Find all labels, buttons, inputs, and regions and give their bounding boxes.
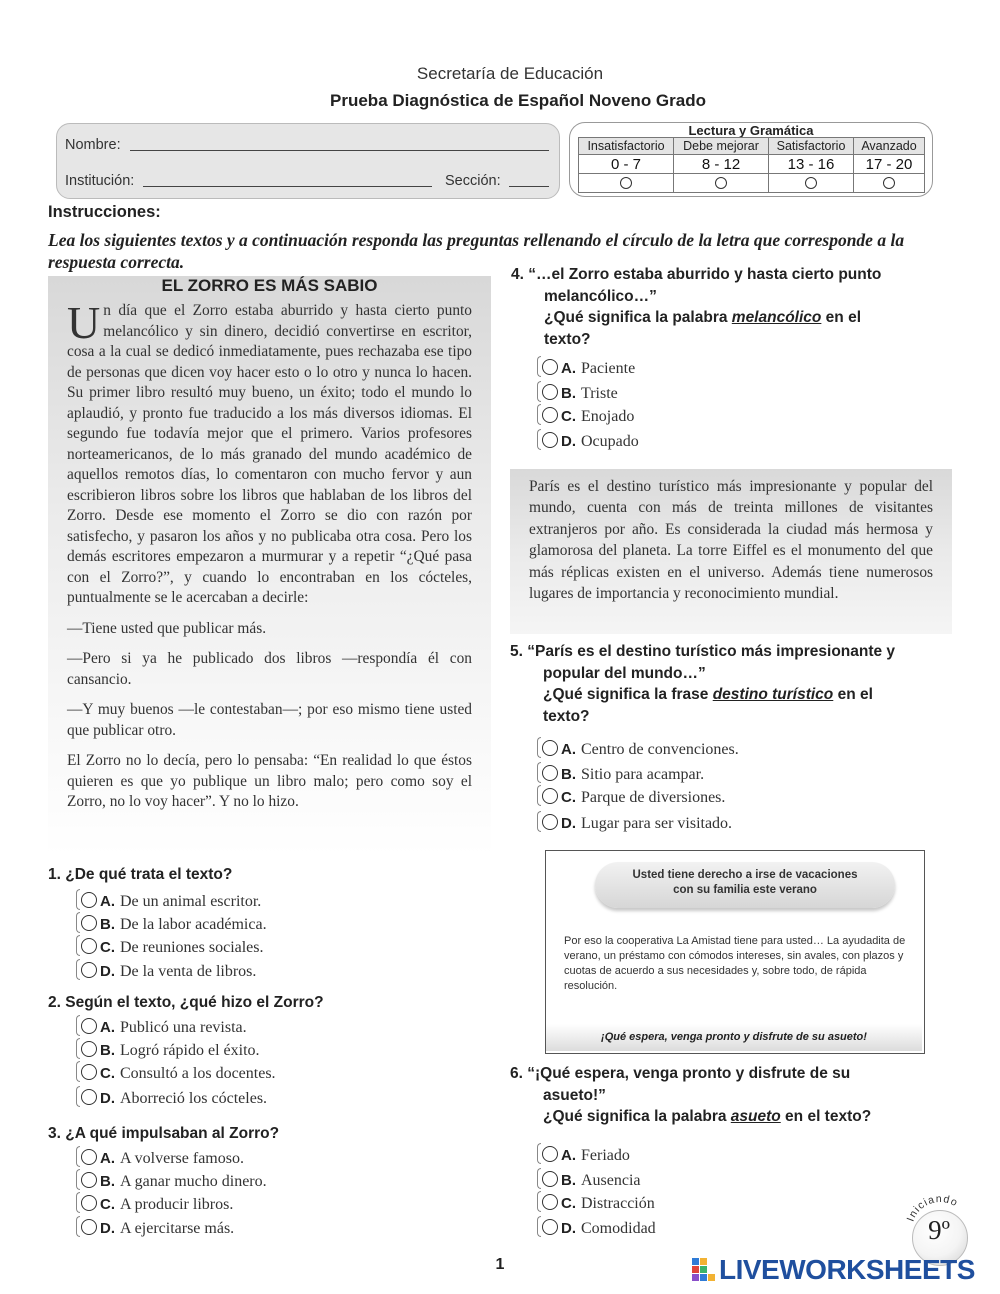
answer-bubble[interactable] bbox=[542, 814, 558, 830]
instructions-heading: Instrucciones: bbox=[48, 203, 161, 221]
score-table bbox=[578, 137, 925, 193]
answer-option[interactable]: C. Consultó a los docentes. bbox=[76, 1061, 276, 1086]
paris-text: París es el destino turístico más impresionante y popular del mundo, cuenta con más de treinta millones de visitantes extranjeros por año. Es considerada la ciudad más hermosa y glamorosa del planeta. La torre Eiffel es el monumento del que más réplicas existen en el universo. Además tiene numerosos lugares de importancia y reconocimiento mundial. bbox=[529, 478, 933, 603]
score-table-box bbox=[569, 122, 933, 197]
answer-bubble[interactable] bbox=[542, 765, 558, 781]
answer-option[interactable]: A. A volverse famoso. bbox=[76, 1146, 244, 1171]
answer-option[interactable]: C. A producir libros. bbox=[76, 1192, 233, 1217]
answer-bubble[interactable] bbox=[81, 892, 97, 908]
answer-option[interactable]: B. De la labor académica. bbox=[76, 912, 267, 937]
section-label: Sección: bbox=[445, 173, 501, 189]
answer-bubble[interactable] bbox=[542, 1219, 558, 1235]
score-table-title: Lectura y Gramática bbox=[688, 123, 814, 138]
answer-bubble[interactable] bbox=[81, 1172, 97, 1188]
answer-option[interactable]: D. Lugar para ser visitado. bbox=[537, 811, 732, 836]
score-circle[interactable] bbox=[715, 177, 727, 189]
liveworksheets-brand[interactable]: LIVEWORKSHEETS bbox=[719, 1254, 975, 1285]
answer-bubble[interactable] bbox=[81, 1195, 97, 1211]
answer-option[interactable]: A. Paciente bbox=[537, 356, 635, 381]
answer-option[interactable]: A. Centro de convenciones. bbox=[537, 737, 739, 762]
header-organization: Secretaría de Educación bbox=[416, 64, 604, 83]
grade-badge-number: 9º bbox=[928, 1215, 950, 1245]
answer-option[interactable]: D. Comodidad bbox=[537, 1216, 656, 1241]
score-circle[interactable] bbox=[620, 177, 632, 189]
question-2: 2. Según el texto, ¿qué hizo el Zorro? bbox=[48, 994, 324, 1011]
answer-bubble[interactable] bbox=[81, 915, 97, 931]
range-cell: 17 - 20 bbox=[854, 155, 925, 174]
answer-bubble[interactable] bbox=[81, 1018, 97, 1034]
ad-headline: Usted tiene derecho a irse de vacaciones con su familia este verano bbox=[632, 869, 858, 896]
answer-option[interactable]: C. De reuniones sociales. bbox=[76, 935, 264, 960]
answer-option[interactable]: B. A ganar mucho dinero. bbox=[76, 1169, 267, 1194]
answer-bubble[interactable] bbox=[81, 962, 97, 978]
answer-option[interactable]: C. Distracción bbox=[537, 1191, 655, 1216]
range-cell: 13 - 16 bbox=[769, 155, 854, 174]
answer-option[interactable]: C. Parque de diversiones. bbox=[537, 785, 725, 810]
answer-bubble[interactable] bbox=[81, 1219, 97, 1235]
answer-option[interactable]: B. Triste bbox=[537, 381, 618, 406]
page-title: Prueba Diagnóstica de Español Noveno Grado bbox=[330, 91, 706, 110]
question-3: 3. ¿A qué impulsaban al Zorro? bbox=[48, 1125, 280, 1142]
question-1: 1. ¿De qué trata el texto? bbox=[48, 866, 233, 883]
story-title: EL ZORRO ES MÁS SABIO bbox=[161, 276, 378, 295]
story-dropcap: U bbox=[67, 297, 101, 348]
highlighted-word: asueto bbox=[730, 1108, 781, 1125]
answer-bubble[interactable] bbox=[542, 1146, 558, 1162]
answer-bubble[interactable] bbox=[81, 1041, 97, 1057]
instructions-text: Lea los siguientes textos y a continuación responda las preguntas rellenando el círculo de la letra que corresponde a la respuesta correcta. bbox=[48, 230, 905, 272]
answer-bubble[interactable] bbox=[542, 740, 558, 756]
ad-footer: ¡Qué espera, venga pronto y disfrute de su asueto! bbox=[601, 1031, 867, 1043]
story-paragraph: —Y muy buenos —le contestaban—; por eso mismo tiene usted que publicar otro. bbox=[67, 701, 472, 739]
answer-option[interactable]: D. Aborreció los cócteles. bbox=[76, 1086, 267, 1111]
answer-bubble[interactable] bbox=[542, 788, 558, 804]
answer-bubble[interactable] bbox=[81, 1089, 97, 1105]
answer-option[interactable]: A. De un animal escritor. bbox=[76, 889, 261, 914]
story-paragraph: El Zorro no lo decía, pero lo pensaba: “En realidad lo que éstos quieren es que yo publique un libro malo; pero como soy el Zorro, no lo voy hacer”. Y no lo hizo. bbox=[67, 752, 472, 810]
name-field[interactable] bbox=[130, 150, 549, 151]
answer-bubble[interactable] bbox=[542, 1171, 558, 1187]
story-paragraph: —Tiene usted que publicar más. bbox=[67, 619, 267, 637]
answer-option[interactable]: D. Ocupado bbox=[537, 429, 639, 454]
answer-bubble[interactable] bbox=[542, 432, 558, 448]
level-cell: Debe mejorar bbox=[674, 138, 769, 155]
answer-option[interactable]: D. A ejercitarse más. bbox=[76, 1216, 234, 1241]
answer-bubble[interactable] bbox=[542, 359, 558, 375]
institution-field[interactable] bbox=[143, 186, 432, 187]
level-cell: Avanzado bbox=[854, 138, 925, 155]
answer-bubble[interactable] bbox=[542, 1194, 558, 1210]
highlighted-word: melancólico bbox=[731, 309, 822, 326]
answer-option[interactable]: B. Ausencia bbox=[537, 1168, 641, 1193]
answer-bubble[interactable] bbox=[81, 938, 97, 954]
answer-option[interactable]: A. Publicó una revista. bbox=[76, 1015, 247, 1040]
question-5: 5. “París es el destino turístico más impresionante y popular del mundo…” ¿Qué significa la frase destino turístico en el texto? bbox=[510, 643, 896, 725]
story-paragraph: —Pero si ya he publicado dos libros —respondía él con cansancio. bbox=[67, 650, 472, 688]
range-cell: 0 - 7 bbox=[579, 155, 674, 174]
score-circle[interactable] bbox=[883, 177, 895, 189]
answer-bubble[interactable] bbox=[542, 407, 558, 423]
answer-option[interactable]: A. Feriado bbox=[537, 1143, 630, 1168]
level-cell: Insatisfactorio bbox=[579, 138, 674, 155]
answer-bubble[interactable] bbox=[81, 1064, 97, 1080]
institution-label: Institución: bbox=[65, 173, 135, 189]
answer-option[interactable]: D. De la venta de libros. bbox=[76, 959, 256, 984]
answer-bubble[interactable] bbox=[542, 384, 558, 400]
range-cell: 8 - 12 bbox=[674, 155, 769, 174]
level-cell: Satisfactorio bbox=[769, 138, 854, 155]
section-field[interactable] bbox=[509, 186, 549, 187]
question-4: 4. “…el Zorro estaba aburrido y hasta cierto punto melancólico…” ¿Qué significa la palabra melancólico en el texto? bbox=[511, 266, 882, 348]
svg-text:Iniciando: Iniciando bbox=[904, 1192, 961, 1224]
answer-bubble[interactable] bbox=[81, 1149, 97, 1165]
liveworksheets-logo-icon bbox=[692, 1258, 716, 1282]
answer-option[interactable]: B. Sitio para acampar. bbox=[537, 762, 704, 787]
page-number: 1 bbox=[495, 1256, 505, 1273]
answer-option[interactable]: C. Enojado bbox=[537, 404, 634, 429]
question-6: 6. “¡Qué espera, venga pronto y disfrute de su asueto!” ¿Qué significa la palabra asueto en el texto? bbox=[510, 1065, 872, 1125]
ad-body: Por eso la cooperativa La Amistad tiene para usted… La ayudadita de verano, un préstamo con cómodos intereses, sin avales, con plazos y cuotas de acuerdo a sus necesidades y, sobre todo, de rápida resolución. bbox=[564, 935, 906, 992]
score-circle[interactable] bbox=[805, 177, 817, 189]
highlighted-word: destino turístico bbox=[712, 686, 834, 703]
story-paragraph: n día que el Zorro estaba aburrido y hasta cierto punto melancólico y sin dinero, decidió convertirse en escritor, cosa a la cual se dedicó inmediatamente, pues rechazaba ese tipo de personas que dicen voy hacer esto o lo otro y nunca lo hacen. Su primer libro resultó muy bueno, un éxito; todo el mundo lo aplaudió, y pronto fue traducido a los más diversos idiomas. El segundo fue todavía mejor que el primero. Varios profesores norteamericanos, de lo más granado del mundo académico de aquellos remotos días, lo comentaron con mucho fervor y aun escribieron libros sobre los libros que hablaban de los libros del Zorro. Desde ese momento el Zorro se dio con razón por satisfecho, y pasaron los años y no publicaba otra cosa. Pero los demás escritores empezaron a murmurar y a repetir “¿Qué pasa con el Zorro?”, y cuando lo encontraban en los cócteles, puntualmente se le acercaban a decirle: bbox=[67, 302, 472, 606]
answer-option[interactable]: B. Logró rápido el éxito. bbox=[76, 1038, 260, 1063]
story-text bbox=[67, 297, 472, 823]
name-label: Nombre: bbox=[65, 137, 121, 153]
